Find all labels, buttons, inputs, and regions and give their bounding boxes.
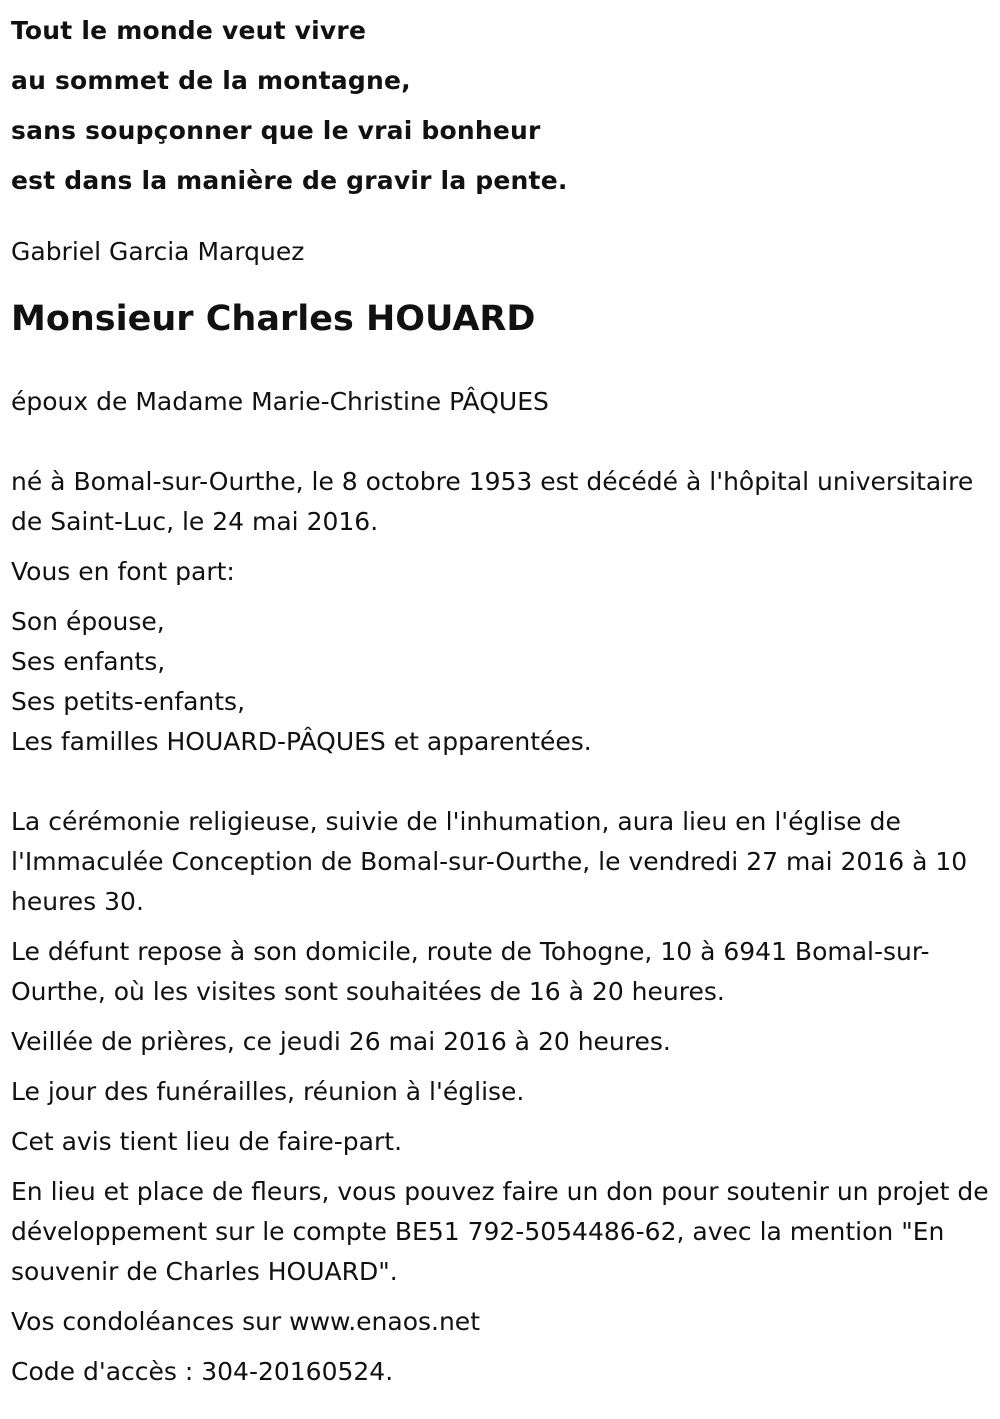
- notice-paragraph: Cet avis tient lieu de faire-part.: [11, 1127, 403, 1156]
- announcement-intro: Vous en font part:: [11, 557, 235, 586]
- quote-author: Gabriel Garcia Marquez: [11, 237, 305, 266]
- birth-death-paragraph: né à Bomal-sur-Ourthe, le 8 octobre 1953 est décédé à l'hôpital universitaire de Saint-Luc, le 24 mai 2016.: [11, 467, 974, 536]
- access-code-paragraph: Code d'accès : 304-20160524.: [11, 1357, 394, 1386]
- family-list-item: Les familles HOUARD-PÂQUES et apparentées.: [11, 727, 592, 756]
- quote-line: Tout le monde veut vivre: [11, 16, 367, 45]
- quote-line: est dans la manière de gravir la pente.: [11, 166, 568, 195]
- quote-line: sans soupçonner que le vrai bonheur: [11, 116, 541, 145]
- repose-paragraph: Le défunt repose à son domicile, route de Tohogne, 10 à 6941 Bomal-sur-Ourthe, où les visites sont souhaitées de 16 à 20 heures.: [11, 937, 930, 1006]
- family-list-item: Ses enfants,: [11, 647, 166, 676]
- meeting-paragraph: Le jour des funérailles, réunion à l'église.: [11, 1077, 525, 1106]
- vigil-paragraph: Veillée de prières, ce jeudi 26 mai 2016 à 20 heures.: [11, 1027, 671, 1056]
- family-list-item: Ses petits-enfants,: [11, 687, 246, 716]
- spouse-line: époux de Madame Marie-Christine PÂQUES: [11, 387, 549, 416]
- family-list-item: Son épouse,: [11, 607, 165, 636]
- family-list: [11, 602, 989, 762]
- ceremony-paragraph: La cérémonie religieuse, suivie de l'inhumation, aura lieu en l'église de l'Immaculée Conception de Bomal-sur-Ourthe, le vendredi 27 mai 2016 à 10 heures 30.: [11, 807, 968, 916]
- condolences-paragraph: Vos condoléances sur www.enaos.net: [11, 1307, 480, 1336]
- quote-line: au sommet de la montagne,: [11, 66, 411, 95]
- epigraph-quote: [11, 0, 989, 206]
- deceased-name: Monsieur Charles HOUARD: [11, 299, 536, 339]
- donation-paragraph: En lieu et place de fleurs, vous pouvez faire un don pour soutenir un projet de développement sur le compte BE51 792-5054486-62, avec la mention "En souvenir de Charles HOUARD".: [11, 1177, 989, 1286]
